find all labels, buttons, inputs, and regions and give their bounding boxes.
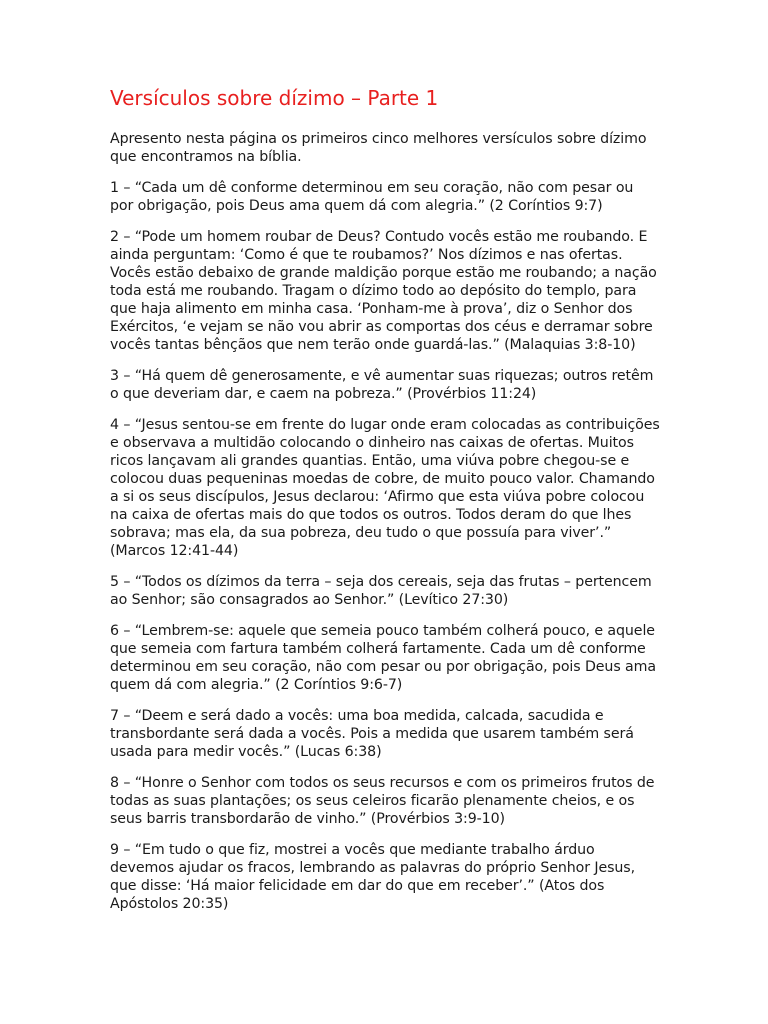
verse-paragraph-5: 5 – “Todos os dízimos da terra – seja dos cereais, seja das frutas – pertencem ao Senhor; são consagrados ao Senhor.” (Levítico 27:30) xyxy=(110,574,652,608)
verse-paragraph-9: 9 – “Em tudo o que fiz, mostrei a vocês que mediante trabalho árduo devemos ajudar os fracos, lembrando as palavras do próprio Senhor Jesus, que disse: ‘Há maior felicidade em dar do que em receber’.” (Atos dos Apóstolos 20:35) xyxy=(110,842,636,912)
verse-paragraph-3: 3 – “Há quem dê generosamente, e vê aumentar suas riquezas; outros retêm o que deveriam dar, e caem na pobreza.” (Provérbios 11:24) xyxy=(110,368,654,402)
intro-paragraph: Apresento nesta página os primeiros cinco melhores versículos sobre dízimo que encontramos na bíblia. xyxy=(110,131,647,165)
verse-paragraph-4: 4 – “Jesus sentou-se em frente do lugar onde eram colocadas as contribuições e observava a multidão colocando o dinheiro nas caixas de ofertas. Muitos ricos lançavam ali grandes quantias. Então, uma viúva pobre chegou-se e colocou duas pequeninas moedas de cobre, de muito pouco valor. Chamando a si os seus discípulos, Jesus declarou: ‘Afirmo que esta viúva pobre colocou na caixa de ofertas mais do que todos os outros. Todos deram do que lhes sobrava; mas ela, da sua pobreza, deu tudo o que possuía para viver’.” (Marcos 12:41-44) xyxy=(110,417,660,559)
page-title: Versículos sobre dízimo – Parte 1 xyxy=(110,86,439,110)
verse-paragraph-2: 2 – “Pode um homem roubar de Deus? Contudo vocês estão me roubando. E ainda perguntam: ‘Como é que te roubamos?’ Nos dízimos e nas ofertas. Vocês estão debaixo de grande maldição porque estão me roubando; a nação toda está me roubando. Tragam o dízimo todo ao depósito do templo, para que haja alimento em minha casa. ‘Ponham-me à prova’, diz o Senhor dos Exércitos, ‘e vejam se não vou abrir as comportas dos céus e derramar sobre vocês tantas bênçãos que nem terão onde guardá-las.” (Malaquias 3:8-10) xyxy=(110,229,657,353)
verse-paragraph-6: 6 – “Lembrem-se: aquele que semeia pouco também colherá pouco, e aquele que semeia com fartura também colherá fartamente. Cada um dê conforme determinou em seu coração, não com pesar ou por obrigação, pois Deus ama quem dá com alegria.” (2 Coríntios 9:6-7) xyxy=(110,623,656,693)
verse-paragraph-1: 1 – “Cada um dê conforme determinou em seu coração, não com pesar ou por obrigação, pois Deus ama quem dá com alegria.” (2 Coríntios 9:7) xyxy=(110,180,634,214)
verse-paragraph-7: 7 – “Deem e será dado a vocês: uma boa medida, calcada, sacudida e transbordante será dada a vocês. Pois a medida que usarem também será usada para medir vocês.” (Lucas 6:38) xyxy=(110,708,634,760)
verse-paragraph-8: 8 – “Honre o Senhor com todos os seus recursos e com os primeiros frutos de todas as suas plantações; os seus celeiros ficarão plenamente cheios, e os seus barris transbordarão de vinho.” (Provérbios 3:9-10) xyxy=(110,775,655,827)
document-page xyxy=(110,86,660,926)
